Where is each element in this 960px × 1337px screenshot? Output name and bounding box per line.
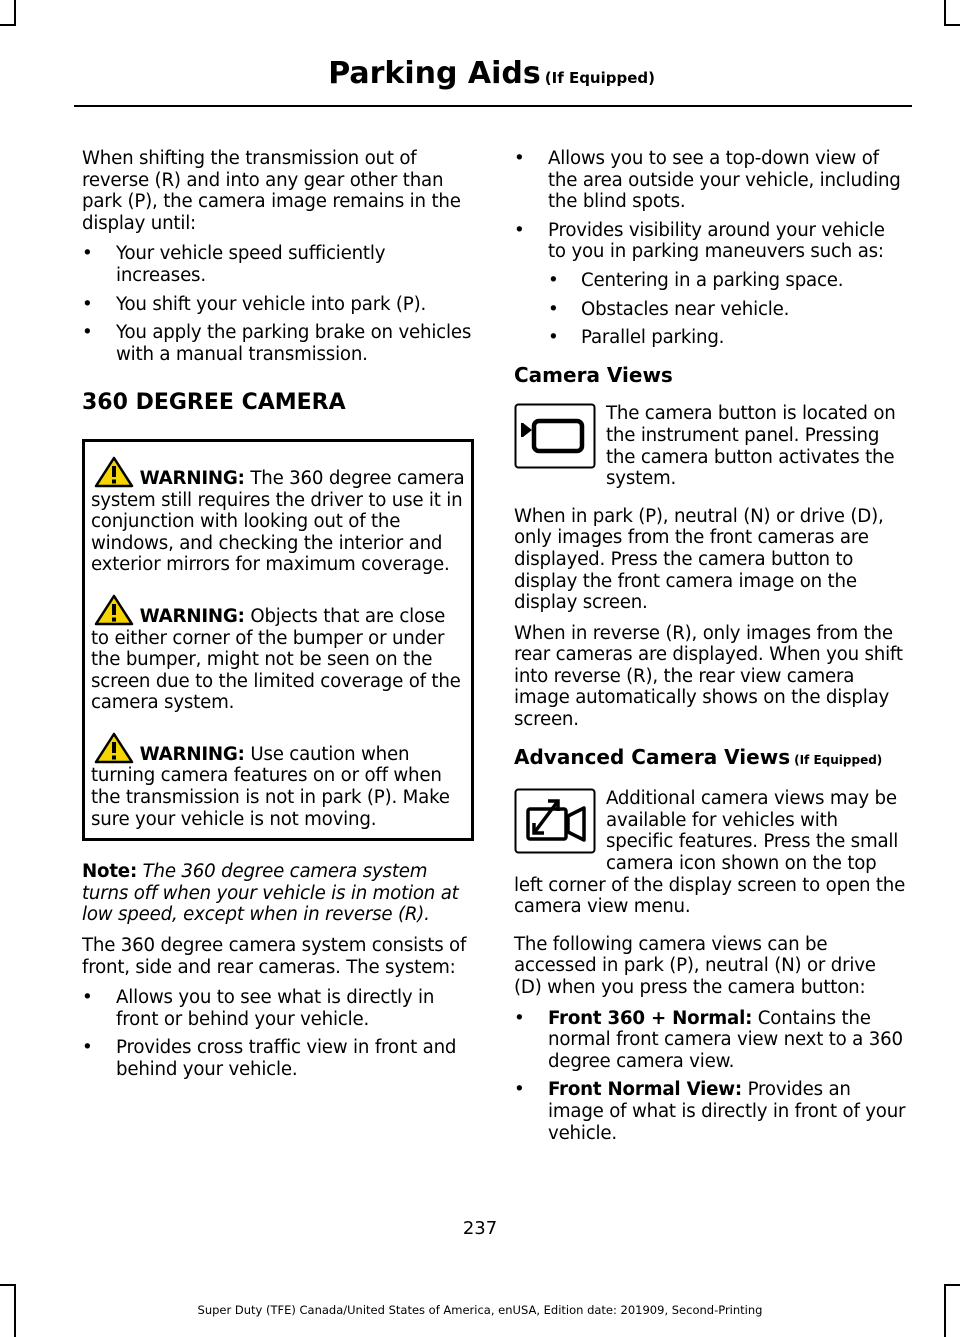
crop-mark — [14, 0, 16, 26]
list-item: • You apply the parking brake on vehicles with a manual transmission. — [82, 322, 474, 365]
warning-label: WARNING: — [139, 467, 245, 489]
warning-triangle-icon — [94, 732, 134, 764]
camera-views-list — [514, 1008, 908, 1145]
warning-label: WARNING: — [139, 605, 245, 627]
warning-text: Objects that are close to either corner of the bumper or under the bumper, might not be seen on the screen due to the limited coverage of the camera system. — [91, 605, 461, 714]
header-divider — [74, 105, 912, 107]
warning-item — [91, 456, 465, 576]
view-description: Contains the normal front camera view next to a 360 degree camera view. — [548, 1007, 903, 1072]
view-description: Provides an image of what is directly in front of your vehicle. — [548, 1079, 906, 1144]
note-text: The 360 degree camera system turns off when your vehicle is in motion at low speed, except when in reverse (R). — [82, 861, 459, 926]
warning-item — [91, 594, 465, 714]
intro-paragraph: When shifting the transmission out of reverse (R) and into any gear other than park (P), the camera image remains in the display until: — [82, 148, 461, 234]
crop-mark — [944, 24, 960, 26]
camera-view-menu-icon — [514, 788, 596, 854]
list-item: • Your vehicle speed sufficiently increases. — [82, 243, 474, 286]
page-header — [328, 56, 655, 91]
list-item: • Obstacles near vehicle. — [548, 299, 908, 321]
advanced-heading-subtitle: (If Equipped) — [794, 752, 883, 767]
list-item — [514, 1008, 908, 1073]
page-number: 237 — [462, 1218, 498, 1239]
crop-mark — [0, 1284, 16, 1286]
warning-box — [82, 439, 474, 841]
camera-button-paragraph — [514, 403, 908, 489]
header-title: Parking Aids — [328, 56, 541, 91]
warning-text: The 360 degree camera system still requires the driver to use it in conjunction with looking out of the windows, and checking the interior and exterior mirrors for maximum coverage. — [91, 467, 465, 576]
list-item: • Allows you to see a top-down view of the area outside your vehicle, including the blind spots. — [514, 148, 908, 213]
list-item: • You shift your vehicle into park (P). — [82, 294, 474, 316]
intro-bullet-list — [82, 243, 474, 365]
crop-mark — [944, 0, 946, 26]
crop-mark — [0, 24, 16, 26]
camera-button-icon — [514, 403, 596, 469]
warning-label: WARNING: — [139, 743, 245, 765]
advanced-camera-paragraph — [514, 788, 908, 918]
advanced-camera-text: Additional camera views may be available for vehicles with specific features. Press the small camera icon shown on the top left corner of the display screen to open the camera view menu. — [514, 788, 906, 918]
view-name: Front 360 + Normal: — [548, 1007, 753, 1029]
list-item: • Provides cross traffic view in front and behind your vehicle. — [82, 1037, 474, 1080]
list-item: • Parallel parking. — [548, 327, 908, 349]
advanced-heading-text: Advanced Camera Views — [514, 744, 791, 769]
section-heading: 360 DEGREE CAMERA — [82, 390, 346, 416]
system-bullet-list — [82, 987, 474, 1080]
warning-triangle-icon — [94, 594, 134, 626]
maneuver-bullet-list — [548, 270, 908, 349]
left-column — [82, 148, 474, 1090]
right-column — [514, 148, 908, 1153]
list-item — [514, 1079, 908, 1144]
footer-edition: Super Duty (TFE) Canada/United States of America, enUSA, Edition date: 201909, Second-Printing — [197, 1303, 763, 1317]
list-item — [514, 220, 908, 349]
camera-views-intro-paragraph: The following camera views can be accessed in park (P), neutral (N) or drive (D) when you press the camera button: — [514, 933, 876, 998]
warning-item — [91, 732, 465, 830]
warning-triangle-icon — [94, 456, 134, 488]
list-item: • Allows you to see what is directly in front or behind your vehicle. — [82, 987, 474, 1030]
header-subtitle: (If Equipped) — [544, 69, 655, 87]
view-name: Front Normal View: — [548, 1079, 742, 1101]
front-cameras-paragraph: When in park (P), neutral (N) or drive (D), only images from the front cameras are displayed. Press the camera button to display the front camera image on the display screen. — [514, 505, 884, 614]
note-paragraph — [82, 861, 474, 926]
rear-cameras-paragraph: When in reverse (R), only images from the rear cameras are displayed. When you shift into reverse (R), the rear view camera image automatically shows on the display screen. — [514, 622, 903, 731]
note-label: Note: — [82, 861, 138, 883]
camera-views-heading: Camera Views — [514, 362, 673, 387]
system-intro-paragraph: The 360 degree camera system consists of front, side and rear cameras. The system: — [82, 935, 467, 978]
advanced-camera-views-heading — [514, 744, 908, 772]
warning-text: Use caution when turning camera features on or off when the transmission is not in park (P). Make sure your vehicle is not moving. — [91, 743, 450, 830]
list-item-text: Provides visibility around your vehicle to you in parking maneuvers such as: — [548, 219, 885, 263]
list-item: • Centering in a parking space. — [548, 270, 908, 292]
crop-mark — [944, 1284, 960, 1286]
camera-button-text: The camera button is located on the instrument panel. Pressing the camera button activates the system. — [606, 403, 896, 490]
feature-bullet-list — [514, 148, 908, 349]
